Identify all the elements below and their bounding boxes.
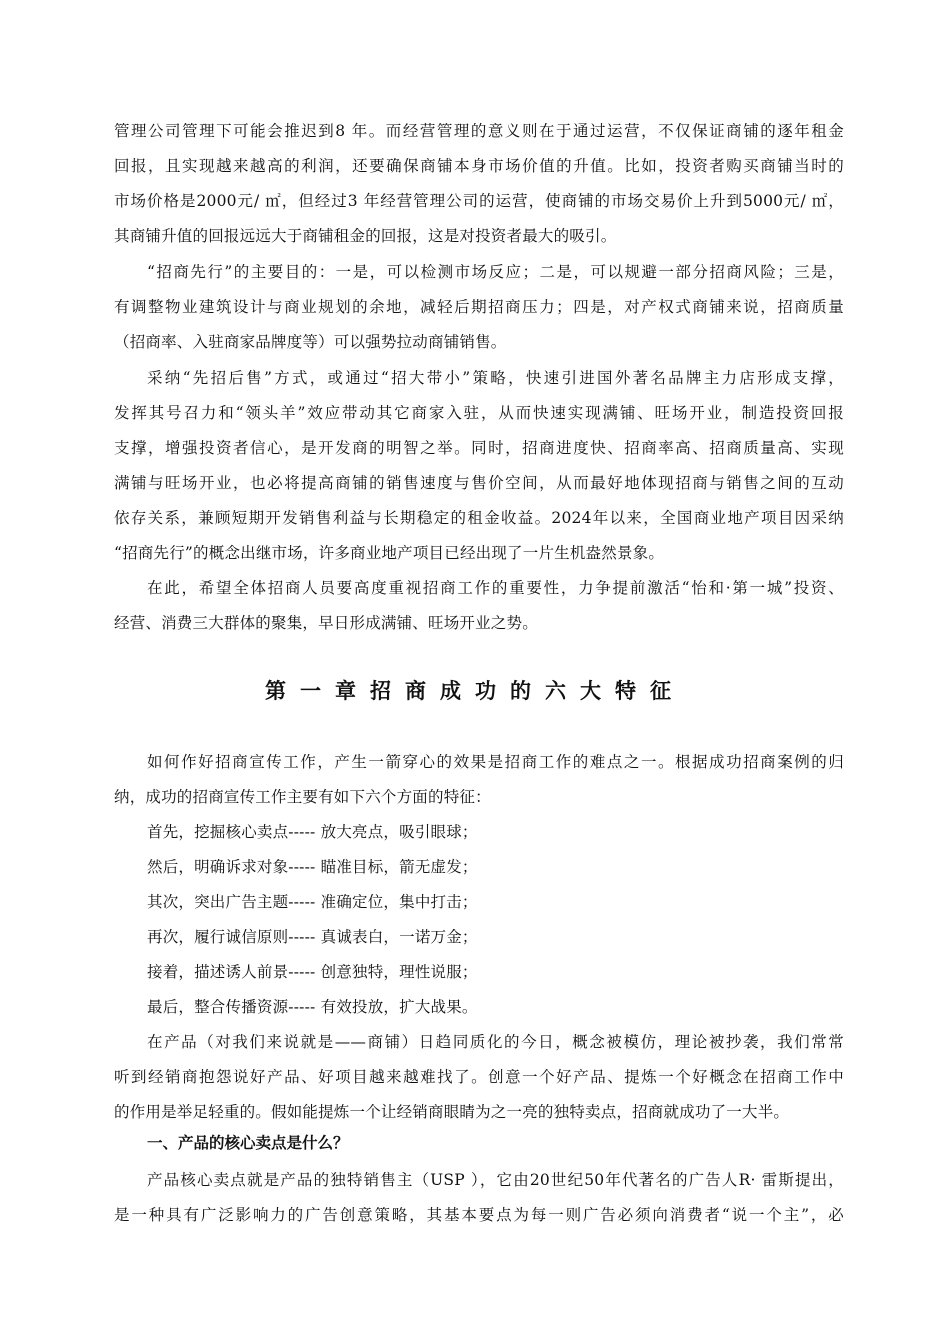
- paragraph-line: 是一种具有广泛影响力的广告创意策略，其基本要点为每一则广告必须向消费者“说一个主”，必: [114, 1206, 844, 1224]
- paragraph-line: 依存关系，兼顾短期开发销售利益与长期稳定的租金收益。2024年以来，全国商业地产项目因采纳: [114, 509, 844, 527]
- paragraph-line: 支撑，增强投资者信心，是开发商的明智之举。同时，招商进度快、招商率高、招商质量高、实现: [114, 439, 844, 457]
- paragraph-line: 满铺与旺场开业，也必将提高商铺的销售速度与售价空间，从而最好地体现招商与销售之间的互动: [114, 474, 844, 492]
- feature-item: 最后，整合传播资源----- 有效投放，扩大战果。: [147, 998, 478, 1016]
- paragraph-line: 发挥其号召力和“领头羊”效应带动其它商家入驻，从而快速实现满铺、旺场开业，制造投资回报: [114, 404, 844, 422]
- paragraph-line: 其商铺升值的回报远远大于商铺租金的回报，这是对投资者最大的吸引。: [114, 227, 617, 245]
- feature-item: 接着，描述诱人前景----- 创意独特，理性说服；: [147, 963, 478, 981]
- feature-item: 首先，挖掘核心卖点----- 放大亮点，吸引眼球；: [147, 823, 478, 841]
- paragraph-line: 如何作好招商宣传工作，产生一箭穿心的效果是招商工作的难点之一。根据成功招商案例的归: [147, 753, 844, 771]
- chapter-title: 第一章招商成功的六大特征: [265, 679, 685, 703]
- paragraph-line: “招商先行”的主要目的：一是，可以检测市场反应；二是，可以规避一部分招商风险；三是，: [147, 263, 844, 281]
- feature-item: 然后，明确诉求对象----- 瞄准目标，箭无虚发；: [147, 858, 478, 876]
- paragraph-line: 产品核心卖点就是产品的独特销售主（USP ），它由20世纪50年代著名的广告人R· 雷斯提出，: [147, 1171, 844, 1189]
- section-heading: 一、产品的核心卖点是什么？: [147, 1134, 349, 1152]
- paragraph-line: 管理公司管理下可能会推迟到8 年。而经营管理的意义则在于通过运营，不仅保证商铺的逐年租金: [114, 122, 844, 140]
- paragraph-line: “招商先行”的概念出继市场，许多商业地产项目已经出现了一片生机盎然景象。: [114, 544, 665, 562]
- paragraph-line: 的作用是举足轻重的。假如能提炼一个让经销商眼睛为之一亮的独特卖点，招商就成功了一大半。: [114, 1103, 790, 1121]
- paragraph-line: 听到经销商抱怨说好产品、好项目越来越难找了。创意一个好产品、提炼一个好概念在招商工作中: [114, 1068, 844, 1086]
- paragraph-line: 有调整物业建筑设计与商业规划的余地，减轻后期招商压力；四是，对产权式商铺来说，招商质量: [114, 298, 844, 316]
- paragraph-line: 在此，希望全体招商人员要高度重视招商工作的重要性，力争提前激活“怡和·第一城”投资、: [147, 579, 844, 597]
- paragraph-line: （招商率、入驻商家品牌度等）可以强势拉动商铺销售。: [114, 333, 507, 351]
- paragraph-line: 回报，且实现越来越高的利润，还要确保商铺本身市场价值的升值。比如，投资者购买商铺当时的: [114, 157, 844, 175]
- feature-item: 其次，突出广告主题----- 准确定位，集中打击；: [147, 893, 478, 911]
- paragraph-line: 纳，成功的招商宣传工作主要有如下六个方面的特征：: [114, 788, 491, 806]
- paragraph-line: 经营、消费三大群体的聚集，早日形成满铺、旺场开业之势。: [114, 614, 538, 632]
- feature-item: 再次，履行诚信原则----- 真诚表白，一诺万金；: [147, 928, 478, 946]
- paragraph-line: 市场价格是2000元/ ㎡，但经过3 年经营管理公司的运营，使商铺的市场交易价上升到5000元/ ㎡，: [114, 192, 844, 210]
- paragraph-line: 采纳“先招后售”方式，或通过“招大带小”策略，快速引进国外著名品牌主力店形成支撑，: [147, 369, 844, 387]
- paragraph-line: 在产品（对我们来说就是——商铺）日趋同质化的今日，概念被模仿，理论被抄袭，我们常常: [147, 1033, 844, 1051]
